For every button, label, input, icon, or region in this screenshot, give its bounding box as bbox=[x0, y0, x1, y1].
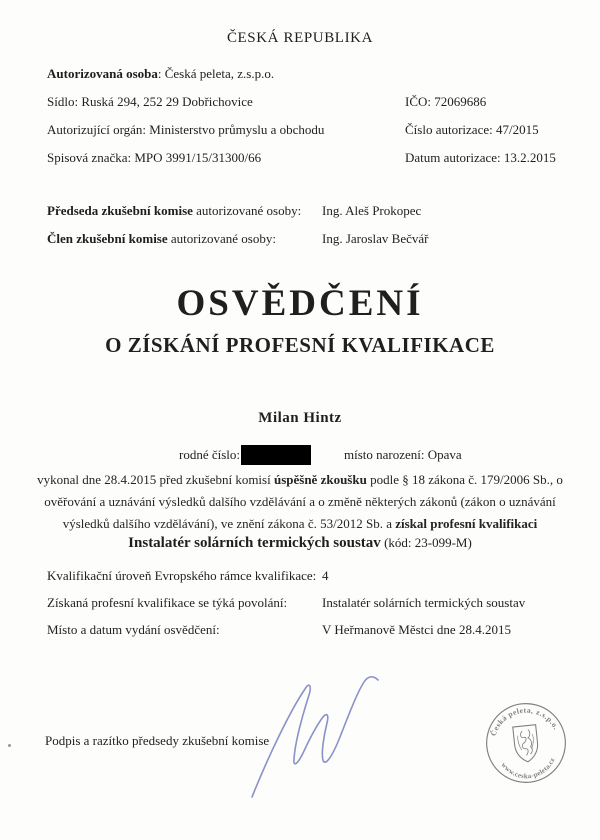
signature-ink bbox=[248, 663, 383, 803]
commission-member-label bbox=[47, 231, 276, 247]
commission-chairman-label bbox=[47, 203, 301, 219]
scan-speck bbox=[8, 744, 11, 747]
chairman-label-rest: autorizované osoby: bbox=[192, 203, 302, 218]
country-heading: ČESKÁ REPUBLIKA bbox=[226, 30, 374, 46]
issue-place-date-value: V Heřmanově Městci dne 28.4.2015 bbox=[322, 622, 511, 637]
occupation-label: Získaná profesní kvalifikace se týká povolání: bbox=[47, 595, 288, 610]
holder-name: Milan Hintz bbox=[258, 410, 342, 426]
seat-row: Sídlo: Ruská 294, 252 29 Dobřichovice bbox=[47, 94, 253, 109]
authorization-number-row: Číslo autorizace: 47/2015 bbox=[405, 122, 539, 137]
eqf-value: 4 bbox=[322, 568, 329, 583]
statement-part2: podle § 18 zákona č. 179/2006 Sb., o ověřování a uznávání výsledků dalšího vzdělávání a o změně některých zákonů (zákon o uznávání výsledků dalšího vzdělávání), ve znění zákona č. 53/2012 Sb. a bbox=[44, 472, 563, 531]
stamp-top-text: Česká peleta, z.s.p.o. bbox=[488, 705, 561, 738]
svg-text:www.ceska-peleta.cz bbox=[499, 756, 558, 783]
birth-place-row: místo narození: Opava bbox=[344, 447, 462, 462]
certificate-title: OSVĚDČENÍ bbox=[176, 283, 424, 324]
statement-bold1: úspěšně zkoušku bbox=[273, 472, 367, 487]
member-label-bold: Člen zkušební komise bbox=[47, 231, 168, 246]
statement-paragraph bbox=[30, 469, 570, 535]
file-number-row: Spisová značka: MPO 3991/15/31300/66 bbox=[47, 150, 262, 165]
qualification-code: (kód: 23-099-M) bbox=[380, 535, 472, 550]
member-label-rest: autorizované osoby: bbox=[167, 231, 276, 246]
stamp-bottom-text: www.ceska-peleta.cz bbox=[499, 756, 557, 781]
signature-caption: Podpis a razítko předsedy zkušební komise bbox=[45, 733, 270, 748]
certificate-subtitle: O ZÍSKÁNÍ PROFESNÍ KVALIFIKACE bbox=[105, 333, 495, 357]
company-stamp bbox=[481, 698, 571, 788]
authorizing-body-row: Autorizující orgán: Ministerstvo průmyslu a obchodu bbox=[47, 122, 325, 137]
qualification-title bbox=[0, 535, 600, 552]
eqf-label: Kvalifikační úroveň Evropského rámce kvalifikace: bbox=[47, 568, 317, 583]
ico-row: IČO: 72069686 bbox=[405, 94, 487, 109]
authorized-person-row bbox=[47, 66, 274, 82]
authorization-date-row: Datum autorizace: 13.2.2015 bbox=[405, 150, 556, 165]
chairman-label-bold: Předseda zkušební komise bbox=[47, 203, 193, 218]
occupation-value: Instalatér solárních termických soustav bbox=[322, 595, 526, 610]
birth-number-label: rodné číslo: bbox=[178, 447, 240, 462]
svg-text:Česká peleta, z.s.p.o. bbox=[485, 702, 561, 738]
issue-place-date-label: Místo a datum vydání osvědčení: bbox=[47, 622, 220, 637]
authorized-person-label: Autorizovaná osoba bbox=[47, 66, 158, 81]
commission-chairman-name: Ing. Aleš Prokopec bbox=[322, 203, 422, 218]
statement-bold2: získal profesní kvalifikaci bbox=[395, 516, 538, 531]
birth-number-redaction-box bbox=[241, 445, 311, 465]
statement-part1: vykonal dne 28.4.2015 před zkušební komisí bbox=[37, 472, 274, 487]
qualification-name: Instalatér solárních termických soustav bbox=[128, 535, 381, 551]
stamp-crest-shield bbox=[513, 725, 540, 763]
commission-member-name: Ing. Jaroslav Bečvář bbox=[322, 231, 429, 246]
authorized-person-value: : Česká peleta, z.s.p.o. bbox=[157, 66, 275, 81]
